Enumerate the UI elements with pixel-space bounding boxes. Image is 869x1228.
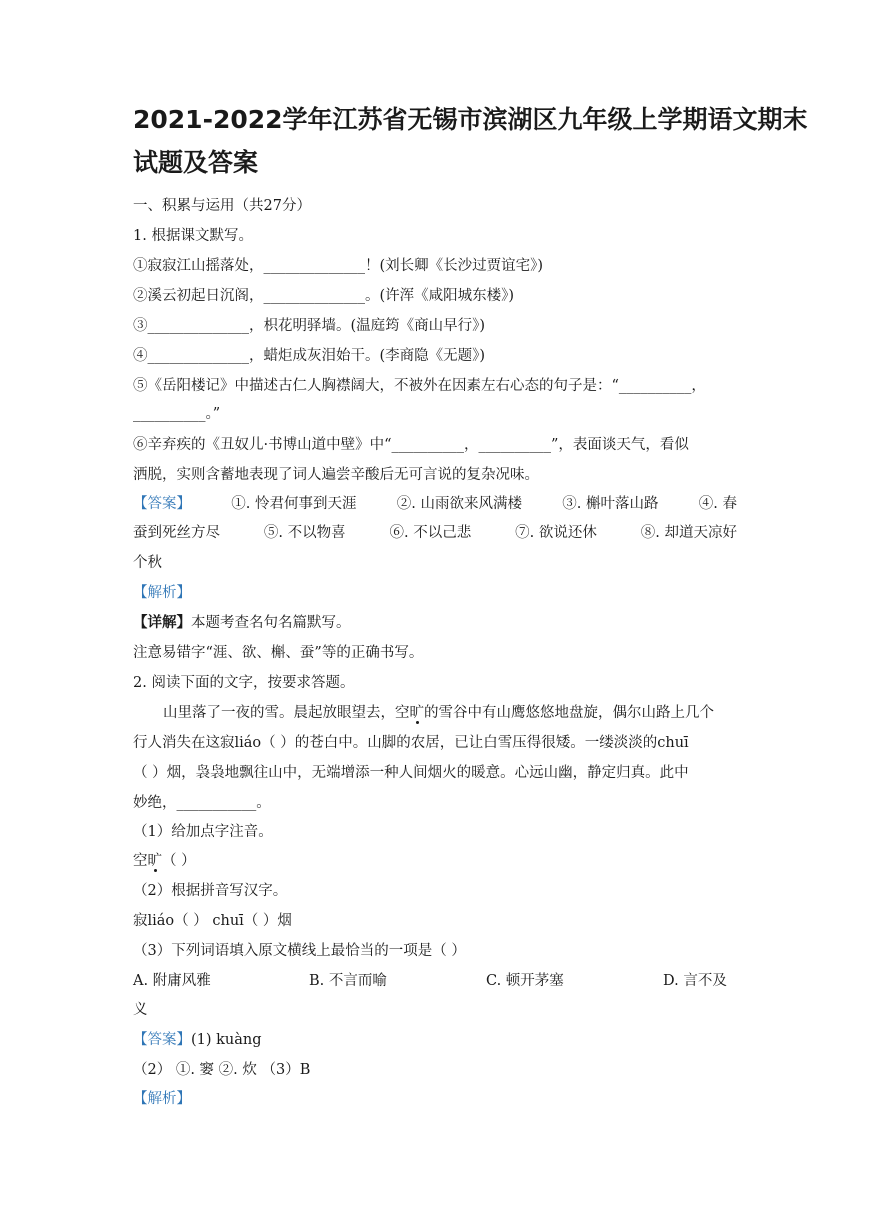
passage-line4: 妙绝，___________。	[133, 795, 271, 811]
answer-tag: 【答案】	[133, 1032, 191, 1048]
q2-sub1-answer-line	[133, 851, 196, 871]
q1-item-2: ②溪云初起日沉阁，______________。(许浑《咸阳城东楼》)	[133, 288, 515, 304]
option-d: D. 言不及	[663, 973, 727, 989]
q1-item-4: ④______________，蜡炬成灰泪始干。(李商隐《无题》)	[133, 348, 486, 364]
passage-line1	[163, 703, 714, 723]
passage-line2: 行人消失在这寂liáo（ ）的苍白中。山脚的农居，已让白雪压得很矮。一缕淡淡的chuī	[133, 735, 689, 751]
q1-item-6-line2: 洒脱，实则含蓄地表现了词人遍尝辛酸后无可言说的复杂况味。	[133, 467, 539, 483]
answer-item: ④. 春	[698, 496, 737, 512]
detail-text: 本题考查名句名篇默写。	[191, 615, 351, 631]
option-c: C. 顿开茅塞	[486, 973, 564, 989]
detail-tag: 【详解】	[133, 614, 191, 631]
option-b: B. 不言而喻	[309, 973, 387, 989]
q1-item-6-line1: ⑥辛弃疾的《丑奴儿·书博山道中壁》中“__________，__________”，表面谈天气，看似	[133, 437, 689, 453]
q1-answer-line2	[133, 523, 737, 543]
answer-item: ①. 怜君何事到天涯	[231, 496, 357, 512]
answer-item: 蚕到死丝方尽	[133, 525, 220, 541]
passage-line3: （ ）烟，袅袅地飘往山中，无端增添一种人间烟火的暖意。心远山幽，静定归真。此中	[133, 765, 689, 781]
answer-item: ⑧. 却道天凉好	[640, 525, 737, 541]
q1-analysis-tag: 【解析】	[133, 585, 191, 601]
sub1-blank: （ ）	[162, 853, 196, 869]
answer-tag: 【答案】	[133, 496, 191, 512]
question-1-stem: 1. 根据课文默写。	[133, 228, 253, 244]
q2-sub2: （2）根据拼音写汉字。	[133, 883, 288, 899]
answer-item: ⑤. 不以物喜	[263, 525, 346, 541]
q2-analysis-tag: 【解析】	[133, 1091, 191, 1107]
q1-answer-line3: 个秋	[133, 555, 162, 571]
q1-item-3: ③______________，枳花明驿墙。(温庭筠《商山早行》)	[133, 318, 486, 334]
passage-text: 的雪谷中有山鹰悠悠地盘旋，偶尔山路上几个	[424, 705, 714, 721]
document-title-line2: 试题及答案	[133, 148, 259, 177]
q2-sub3: （3）下列词语填入原文横线上最恰当的一项是（ ）	[133, 943, 466, 959]
q1-note: 注意易错字“涯、欲、槲、蚕”等的正确书写。	[133, 645, 424, 661]
answer-item: ②. 山雨欲来风满楼	[396, 496, 522, 512]
answer-item: ⑥. 不以己悲	[389, 525, 472, 541]
answer-item: ③. 槲叶落山路	[562, 496, 659, 512]
answer-text: (1) kuàng	[191, 1032, 262, 1048]
answer-item: ⑦. 欲说还休	[515, 525, 597, 541]
q2-answer-line2: （2） ①. 窭 ②. 炊 （3）B	[133, 1062, 311, 1078]
q2-answer-line1	[133, 1030, 262, 1050]
q2-sub1: （1）给加点字注音。	[133, 824, 273, 840]
question-2-stem: 2. 阅读下面的文字，按要求答题。	[133, 675, 355, 691]
section-heading: 一、积累与运用（共27分）	[133, 198, 311, 214]
q1-detail	[133, 613, 351, 633]
q1-answer-line1	[133, 494, 737, 514]
sub1-text: 空	[133, 853, 148, 869]
dotted-character: 旷	[147, 853, 162, 869]
option-d-wrap: 义	[133, 1002, 148, 1018]
passage-text: 山里落了一夜的雪。晨起放眼望去，空	[163, 705, 410, 721]
document-title-line1: 2021-2022学年江苏省无锡市滨湖区九年级上学期语文期末	[133, 105, 808, 134]
q1-item-5-line1: ⑤《岳阳楼记》中描述古仁人胸襟阔大，不被外在因素左右心态的句子是：“__________，	[133, 378, 706, 394]
dotted-character: 旷	[409, 705, 424, 721]
q1-item-1: ①寂寂江山摇落处，______________！(刘长卿《长沙过贾谊宅》)	[133, 258, 544, 274]
q2-sub2-line: 寂liáo（ ） chuī（ ）烟	[133, 913, 292, 929]
option-a: A. 附庸风雅	[133, 973, 211, 989]
q1-item-5-line2: __________。”	[133, 406, 221, 422]
